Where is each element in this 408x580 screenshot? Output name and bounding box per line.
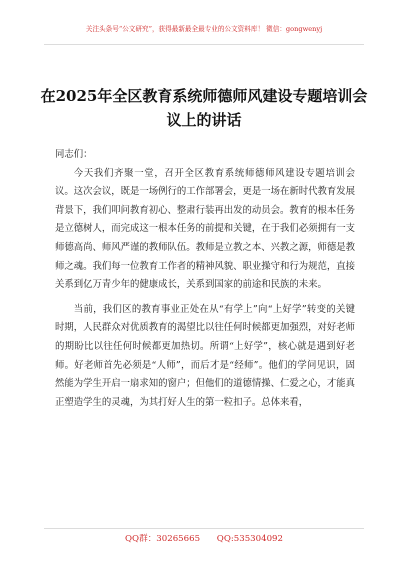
header-divider	[44, 44, 364, 45]
footer-contact	[0, 533, 408, 545]
document-body	[55, 146, 355, 418]
paragraph: 当前，我们区的教育事业正处在从“有学上”向“上好学”转变的关键时期，人民群众对优质教育的渴望比以往任何时候都更加强烈，对好老师的期盼比以往任何时候都更加热切。所谓“上好学”，核心就是遇到好老师。好老师首先必须是“人师”，而后才是“经师”。他们的学问见识，固然能为学生开启一扇求知的窗户；但他们的道德情操、仁爱之心，才能真正塑造学生的灵魂，为其打好人生的第一粒扣子。总体来看，	[55, 303, 356, 408]
footer-qq-group: QQ群：30265665	[125, 534, 201, 544]
footer-divider	[44, 528, 364, 529]
document-title: 在2025年全区教育系统师德师风建设专题培训会议上的讲话	[40, 87, 368, 129]
footer-qq-number: QQ:535304092	[216, 534, 283, 544]
salutation: 同志们：	[55, 149, 93, 160]
header-banner: 关注头条号“公文研究”，获得最新最全最专业的公文资料库！ 微信：gongwenyj	[85, 25, 323, 33]
paragraph: 今天我们齐聚一堂，召开全区教育系统师德师风建设专题培训会议。这次会议，既是一场例行的工作部署会，更是一场在新时代教育发展背景下，我们叩问教育初心、整肃行装再出发的动员会。教育的根本任务是立德树人，而完成这一根本任务的前提和关键，在于我们必须拥有一支师德高尚、师风严谨的教师队伍。教师是立教之本、兴教之源，师德是教师之魂。我们每一位教育工作者的精神风貌、职业操守和行为规范，直接关系到亿万青少年的健康成长，关系到国家的前途和民族的未来。	[55, 167, 356, 291]
